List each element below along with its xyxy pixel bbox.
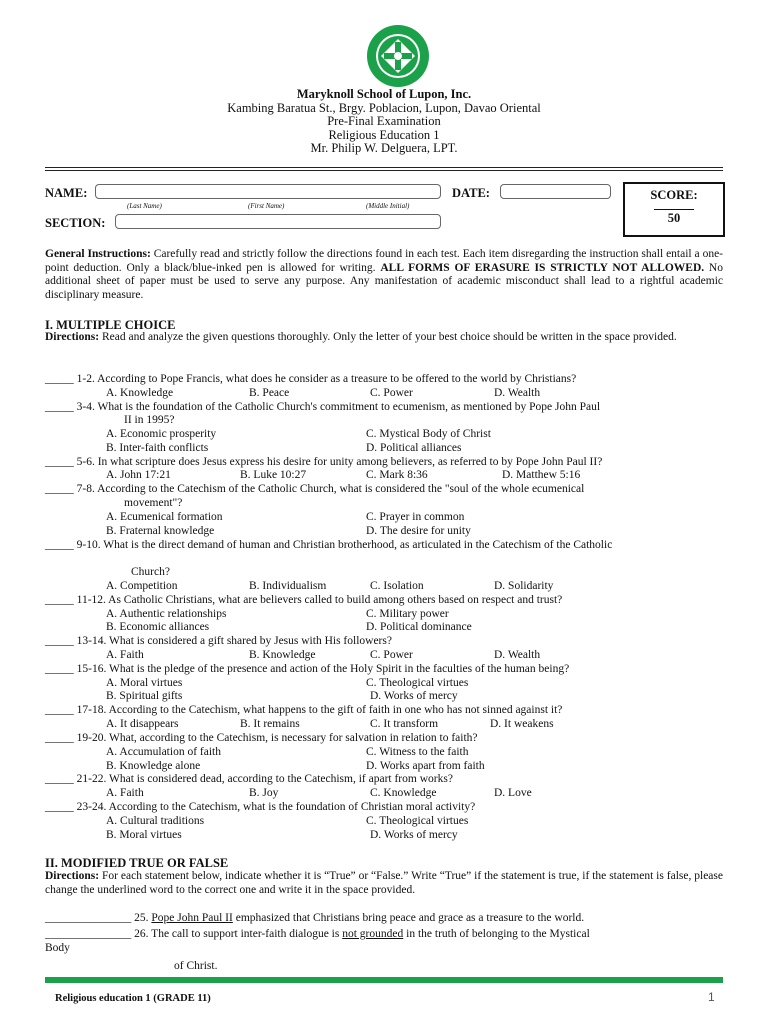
answer-blank[interactable]: _____: [45, 373, 74, 385]
question-11-12: _____ 11-12. As Catholic Christians, what are believers called to build among others based on respect and trust?: [45, 594, 563, 606]
question-7-8-cont: movement"?: [124, 497, 183, 509]
section-field[interactable]: [115, 214, 441, 229]
option: C. It transform: [370, 718, 439, 730]
question-3-4: _____ 3-4. What is the foundation of the Catholic Church's commitment to ecumenism, as mentioned by Pope John Paul: [45, 401, 601, 413]
option: B. Knowledge alone: [106, 760, 201, 772]
question-19-20: _____ 19-20. What, according to the Catechism, is necessary for salvation in relation to faith?: [45, 732, 478, 744]
middle-initial-caption: (Middle Initial): [366, 202, 410, 210]
option: D. It weakens: [490, 718, 554, 730]
school-name: Maryknoll School of Lupon, Inc.: [296, 87, 472, 101]
answer-blank[interactable]: _____: [45, 801, 74, 813]
section-label: SECTION:: [45, 216, 106, 230]
item-26: _______________ 26. The call to support inter-faith dialogue is not grounded in the truth of belonging to the Mystical: [45, 928, 590, 940]
question-9-10-cont: Church?: [131, 566, 170, 578]
option: B. It remains: [240, 718, 300, 730]
question-1-2: _____ 1-2. According to Pope Francis, what does he consider as a treasure to be offered to the world by Christians?: [45, 373, 577, 385]
option: D. Works of mercy: [370, 829, 458, 841]
answer-blank[interactable]: _____: [45, 773, 74, 785]
option: A. Knowledge: [106, 387, 174, 399]
option: D. Political alliances: [366, 442, 462, 454]
question-23-24: _____ 23-24. According to the Catechism, what is the foundation of Christian moral activity?: [45, 801, 476, 813]
option: C. Mystical Body of Christ: [366, 428, 491, 440]
answer-blank[interactable]: _____: [45, 635, 74, 647]
option: B. Inter-faith conflicts: [106, 442, 209, 454]
option: D. The desire for unity: [366, 525, 471, 537]
option: B. Moral virtues: [106, 829, 182, 841]
option: B. Peace: [249, 387, 290, 399]
question-13-14: _____ 13-14. What is considered a gift shared by Jesus with His followers?: [45, 635, 392, 647]
score-box: [623, 182, 725, 237]
subject-title: Religious Education 1: [328, 127, 440, 142]
general-instructions: General Instructions: Carefully read and strictly follow the directions found in each test. Each item disregarding the instruction shall entail a one-point deduction. Only a black/blue-inked pen is allowed for writing. ALL FORMS OF ERASURE IS STRICTLY NOT ALLOWED. No additional sheet of paper must be used to serve any purpose. Any manifestation of academic misconduct shall lead to a rightful academic disciplinary measure.: [45, 248, 723, 301]
answer-blank[interactable]: _____: [45, 663, 74, 675]
question-9-10: _____ 9-10. What is the direct demand of human and Christian brotherhood, as articulated in the Catechism of the Catholic: [45, 539, 613, 551]
option: C. Power: [370, 649, 413, 661]
question-15-16: _____ 15-16. What is the pledge of the presence and action of the Holy Spirit in the faculties of the human being?: [45, 663, 570, 675]
option: B. Fraternal knowledge: [106, 525, 215, 537]
date-field[interactable]: [500, 184, 611, 199]
answer-blank[interactable]: _____: [45, 401, 74, 413]
exam-title: Pre-Final Examination: [327, 114, 441, 128]
score-label: SCORE:: [650, 188, 698, 202]
option: C. Mark 8:36: [366, 469, 428, 481]
header-divider-2: [45, 170, 723, 171]
answer-blank[interactable]: _____: [45, 456, 74, 468]
school-seal-logo: [366, 24, 430, 88]
option: A. Ecumenical formation: [106, 511, 223, 523]
option: A. Faith: [106, 787, 144, 799]
option: D. Solidarity: [494, 580, 554, 592]
name-field[interactable]: [95, 184, 441, 199]
answer-blank[interactable]: _______________: [45, 928, 132, 940]
item-26-cont-2: of Christ.: [174, 960, 218, 972]
footer-bar: [45, 977, 723, 983]
option: D. Love: [494, 787, 532, 799]
question-5-6: _____ 5-6. In what scripture does Jesus express his desire for unity among believers, as referred to by Pope John Paul II?: [45, 456, 603, 468]
option: A. Economic prosperity: [106, 428, 217, 440]
option: B. Joy: [249, 787, 279, 799]
answer-blank[interactable]: _____: [45, 594, 74, 606]
option: C. Prayer in common: [366, 511, 465, 523]
option: D. Works of mercy: [370, 690, 458, 702]
school-address: Kambing Baratua St., Brgy. Poblacion, Lupon, Davao Oriental: [227, 100, 541, 115]
answer-blank[interactable]: _______________: [45, 912, 132, 924]
first-name-caption: (First Name): [248, 202, 285, 210]
answer-blank[interactable]: _____: [45, 483, 74, 495]
option: C. Power: [370, 387, 413, 399]
name-label: NAME:: [45, 186, 88, 200]
option: C. Isolation: [370, 580, 424, 592]
answer-blank[interactable]: _____: [45, 539, 74, 551]
option: C. Military power: [366, 608, 449, 620]
option: A. It disappears: [106, 718, 179, 730]
item-26-cont: Body: [45, 942, 70, 954]
option: D. Wealth: [494, 387, 541, 399]
option: C. Theological virtues: [366, 815, 469, 827]
option: A. John 17:21: [106, 469, 171, 481]
option: A. Competition: [106, 580, 178, 592]
header-divider: [45, 167, 723, 168]
date-label: DATE:: [452, 186, 490, 200]
option: A. Accumulation of faith: [106, 746, 221, 758]
option: B. Luke 10:27: [240, 469, 307, 481]
page-number: 1: [708, 990, 715, 1004]
option: A. Moral virtues: [106, 677, 183, 689]
answer-blank[interactable]: _____: [45, 732, 74, 744]
option: C. Witness to the faith: [366, 746, 469, 758]
option: B. Economic alliances: [106, 621, 210, 633]
answer-blank[interactable]: _____: [45, 704, 74, 716]
option: B. Knowledge: [249, 649, 316, 661]
question-17-18: _____ 17-18. According to the Catechism, what happens to the gift of faith in one who has not sinned against it?: [45, 704, 563, 716]
option: B. Individualism: [249, 580, 327, 592]
question-21-22: _____ 21-22. What is considered dead, according to the Catechism, if apart from works?: [45, 773, 453, 785]
instructions-label: General Instructions:: [45, 248, 151, 260]
score-line: [654, 209, 694, 210]
option: C. Theological virtues: [366, 677, 469, 689]
option: D. Wealth: [494, 649, 541, 661]
option: D. Political dominance: [366, 621, 472, 633]
teacher-name: Mr. Philip W. Delguera, LPT.: [310, 141, 458, 155]
score-total: 50: [667, 211, 681, 225]
option: C. Knowledge: [370, 787, 437, 799]
option: A. Cultural traditions: [106, 815, 205, 827]
part1-directions: Directions: Read and analyze the given questions thoroughly. Only the letter of your best choice should be written in the space provided.: [45, 331, 677, 343]
option: A. Faith: [106, 649, 144, 661]
item-25: _______________ 25. Pope John Paul II emphasized that Christians bring peace and grace as a treasure to the world.: [45, 912, 585, 924]
option: D. Matthew 5:16: [502, 469, 581, 481]
last-name-caption: (Last Name): [127, 202, 162, 210]
question-3-4-cont: II in 1995?: [124, 414, 175, 426]
option: A. Authentic relationships: [106, 608, 227, 620]
part2-title: II. MODIFIED TRUE OR FALSE: [45, 856, 229, 870]
option: B. Spiritual gifts: [106, 690, 183, 702]
part1-title: I. MULTIPLE CHOICE: [45, 318, 176, 332]
footer-text: Religious education 1 (GRADE 11): [55, 993, 211, 1004]
school-header: [0, 88, 768, 156]
question-7-8: _____ 7-8. According to the Catechism of the Catholic Church, what is considered the "soul of the whole ecumenical: [45, 483, 585, 495]
part2-directions: Directions: For each statement below, indicate whether it is “True” or “False.” Write “True” if the statement is true, if the statement is false, please change the underlined word to the correct one and write it in the space provided.: [45, 870, 723, 896]
option: D. Works apart from faith: [366, 760, 485, 772]
